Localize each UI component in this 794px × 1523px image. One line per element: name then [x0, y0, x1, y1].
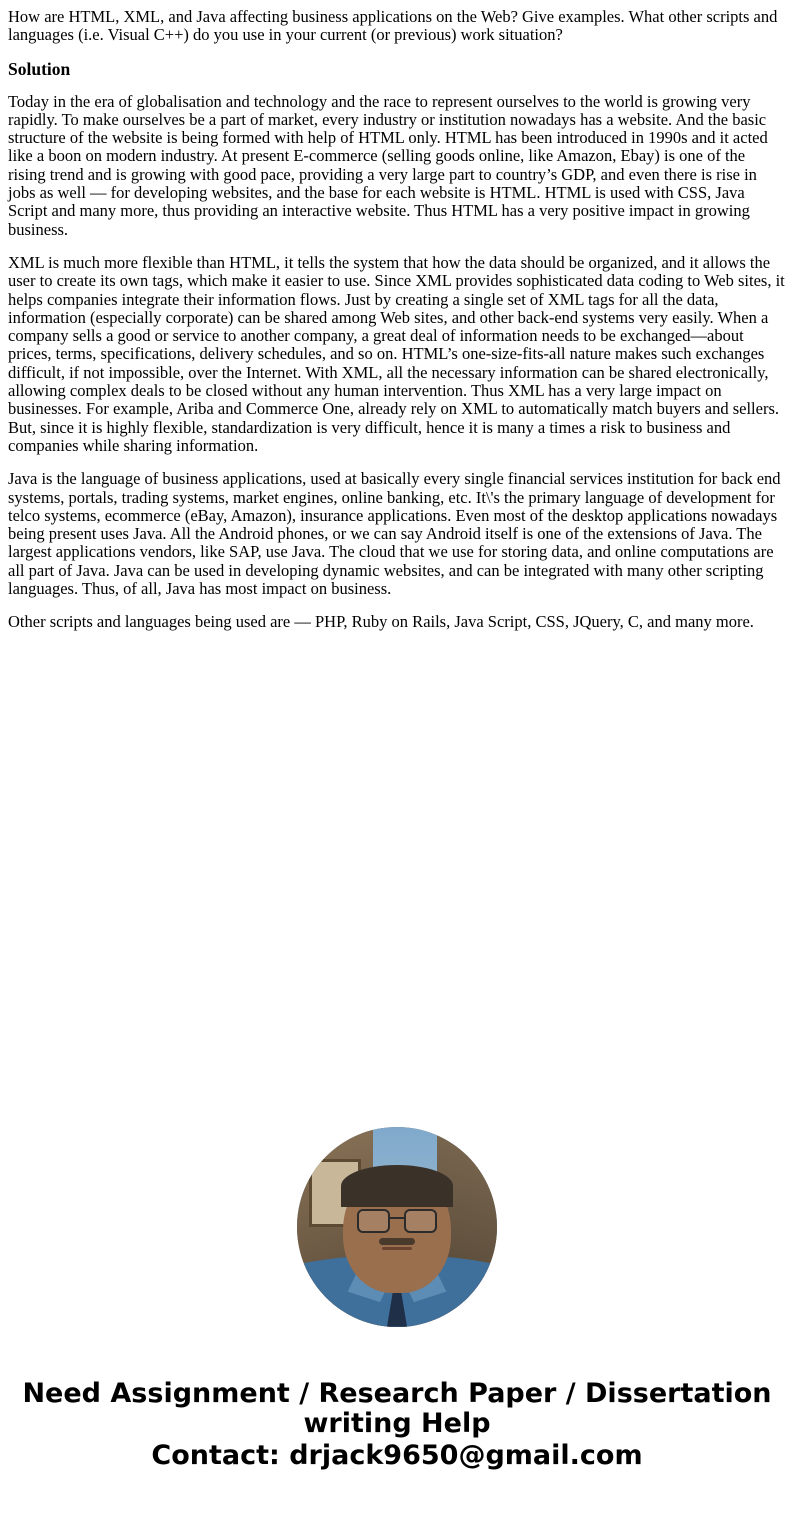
avatar-mouth	[382, 1247, 412, 1250]
solution-paragraph-1: Today in the era of globalisation and technology and the race to represent ourselves to the world is growing very rapidly. To make ourselves be a part of market, every industry or institution nowadays has a website. And the basic structure of the website is being formed with help of HTML only. HTML has been introduced in 1990s and it acted like a boon on modern industry. At present E-commerce (selling goods online, like Amazon, Ebay) is one of the rising trend and is growing with good pace, providing a very large part to country’s GDP, and even there is rise in jobs as well — for developing websites, and the base for each website is HTML. HTML is used with CSS, Java Script and many more, thus providing an interactive website. Thus HTML has a very positive impact in growing business.	[8, 91, 768, 239]
solution-heading: Solution	[8, 58, 71, 79]
solution-paragraph-3: Java is the language of business applications, used at basically every single financial services institution for back end systems, portals, trading systems, market engines, online banking, etc. It\'s the primary language of development for telco systems, ecommerce (eBay, Amazon), insurance applications. Even most of the desktop applications nowadays being present uses Java. All the Android phones, or we can say Android itself is one of the extensions of Java. The largest applications vendors, like SAP, use Java. The cloud that we use for storing data, and online computations are all part of Java. Java can be used in developing dynamic websites, and can be integrated with many other scripting languages. Thus, of all, Java has most impact on business.	[8, 469, 781, 599]
promo-banner	[8, 1379, 786, 1471]
avatar-glasses-right-lens	[404, 1209, 437, 1233]
avatar-glasses-left-lens	[357, 1209, 390, 1233]
avatar-container	[8, 1127, 786, 1327]
avatar-hair	[341, 1165, 453, 1207]
promo-contact: Contact: drjack9650@gmail.com	[151, 1439, 643, 1471]
avatar	[297, 1127, 497, 1327]
avatar-mustache	[379, 1238, 415, 1245]
solution-paragraph-2: XML is much more flexible than HTML, it tells the system that how the data should be organized, and it allows the user to create its own tags, which make it easier to use. Since XML provides sophisticated data coding to Web sites, it helps companies integrate their information flows. Just by creating a single set of XML tags for all the data, information (especially corporate) can be shared among Web sites, and other back-end systems very easily. When a company sells a good or service to another company, a great deal of information needs to be exchanged—about prices, terms, specifications, delivery schedules, and so on. HTML’s one-size-fits-all nature makes such exchanges difficult, if not impossible, over the Internet. With XML, all the necessary information can be shared electronically, allowing complex deals to be closed without any human intervention. Thus XML has a very large impact on businesses. For example, Ariba and Commerce One, already rely on XML to automatically match buyers and sellers. But, since it is highly flexible, standardization is very difficult, hence it is many a times a risk to business and companies while sharing information.	[8, 252, 785, 455]
avatar-glasses-bridge	[390, 1217, 404, 1219]
promo-headline: Need Assignment / Research Paper / Dissertation writing Help	[22, 1377, 772, 1439]
content-spacer	[8, 647, 786, 1117]
question-text: How are HTML, XML, and Java affecting business applications on the Web? Give examples. What other scripts and languages (i.e. Visual C++) do you use in your current (or previous) work situation?	[8, 7, 778, 45]
solution-paragraph-4: Other scripts and languages being used are — PHP, Ruby on Rails, Java Script, CSS, JQuery, C, and many more.	[8, 612, 754, 632]
